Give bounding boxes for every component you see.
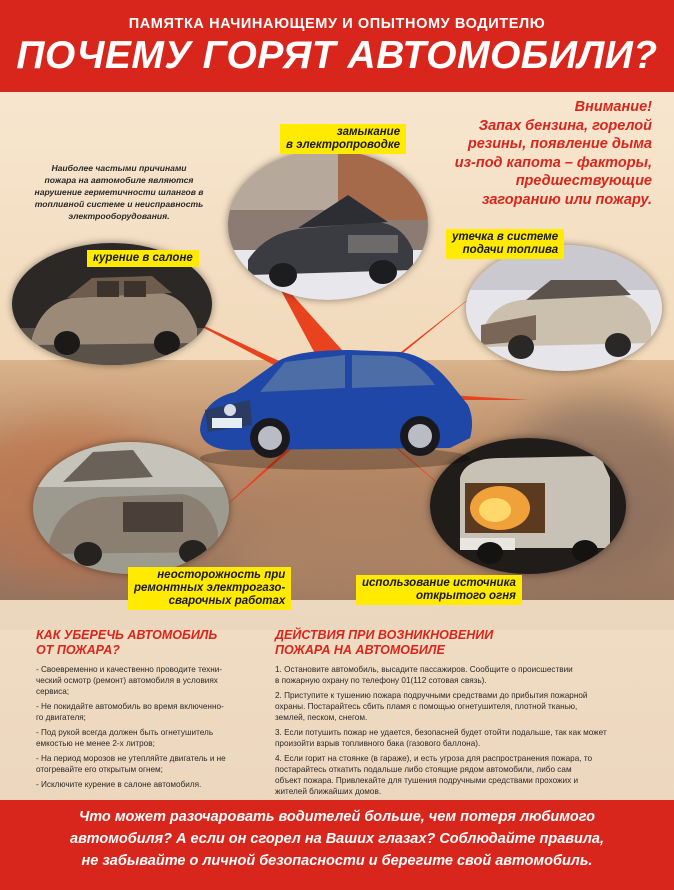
footer-text: Что может разочаровать водителей больше, чем потеря любимого автомобиля? А если он сгорел на Ваших глазах? Соблюдайте правила, не забывайте о личной безопасности и берегите свой автомобиль.: [70, 809, 604, 869]
page-title: ПОЧЕМУ ГОРЯТ АВТОМОБИЛИ?: [16, 34, 658, 77]
photo-fuel-leak-fire: [466, 245, 662, 371]
label-fuel: утечка в системе подачи топлива: [446, 229, 564, 259]
label-smoking: курение в салоне: [87, 250, 199, 267]
actions-title: ДЕЙСТВИЯ ПРИ ВОЗНИКНОВЕНИИ ПОЖАРА НА АВТОМОБИЛЕ: [275, 628, 494, 657]
list-item: 1. Остановите автомобиль, высадите пассажиров. Сообщите о происшествии в пожарную охрану по телефону 01(112 сотовая связь).: [275, 665, 573, 685]
label-wiring: замыкание в электропроводке: [280, 124, 406, 154]
protect-title: КАК УБЕРЕЧЬ АВТОМОБИЛЬ ОТ ПОЖАРА?: [36, 628, 218, 657]
warning-text: Внимание! Запах бензина, горелой резины, появление дыма из-под капота – факторы, предшествующие загоранию или пожару.: [454, 99, 652, 208]
header-subtitle: ПАМЯТКА НАЧИНАЮЩЕМУ И ОПЫТНОМУ ВОДИТЕЛЮ: [128, 16, 546, 32]
label-open-fire: использование источника открытого огня: [356, 575, 522, 605]
actions-list: [275, 664, 665, 801]
list-item: 3. Если потушить пожар не удается, безопасней будет отойти подальше, так как может произойти взрыв топливного бака (газового баллона).: [275, 728, 607, 748]
intro-text: Наиболее частыми причинами пожара на автомобиле являются нарушение герметичности шлангов в топливной системе и неисправность электрооборудования.: [34, 163, 204, 221]
list-item: - Под рукой всегда должен быть огнетушитель емкостью не менее 2-х литров;: [36, 728, 214, 748]
list-item: - Своевременно и качественно проводите техни- ческий осмотр (ремонт) автомобиля в условиях сервиса;: [36, 665, 223, 696]
list-item: - На период морозов не утепляйте двигатель и не отогревайте его открытым огнем;: [36, 754, 226, 774]
list-item: 4. Если горит на стоянке (в гараже), и есть угроза для распространения пожара, то постарайтесь откатить подальше либо стоящие рядом автомобили, либо сам объект пожара. Привлекайте для тушения подручными средствами прохожих и жителей ближайших домов.: [275, 754, 593, 796]
photo-wiring-fire: [228, 150, 428, 300]
list-item: 2. Приступите к тушению пожара подручными средствами до прибытия пожарной охраны. Постарайтесь сбить пламя с помощью огнетушителя, плотной тканью, землей, песком, снегом.: [275, 691, 588, 722]
list-item: - Исключите курение в салоне автомобиля.: [36, 780, 202, 789]
label-repair: неосторожность при ремонтных электрогазо- сварочных работах: [128, 567, 291, 610]
center-car-photo: [190, 330, 480, 480]
list-item: - Не покидайте автомобиль во время включенно- го двигателя;: [36, 702, 224, 722]
protect-list: [36, 664, 256, 794]
